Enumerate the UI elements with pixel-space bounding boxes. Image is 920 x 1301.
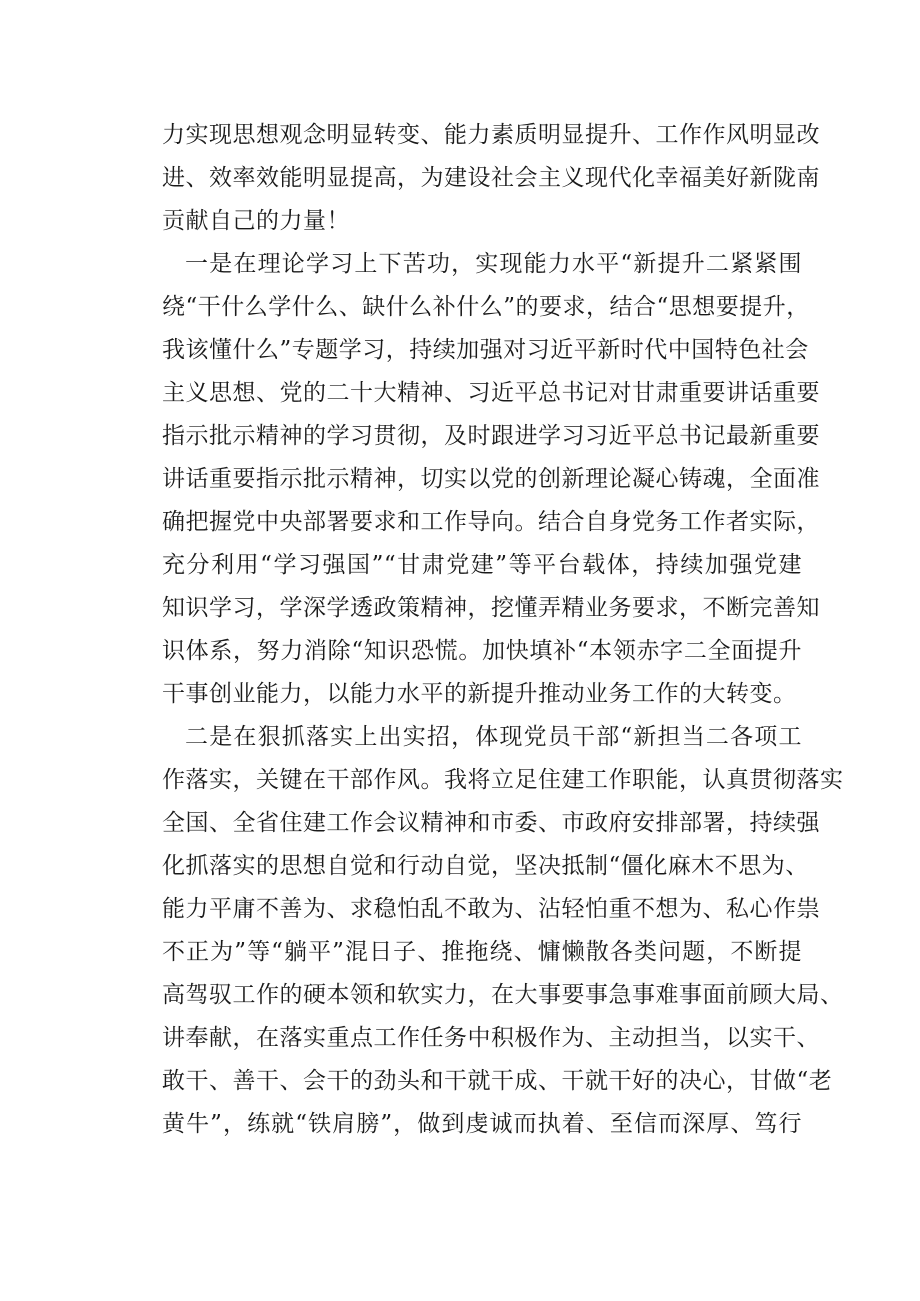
paragraph-line: 确把握党中央部署要求和工作导向。结合自身党务工作者实际， — [162, 509, 820, 535]
paragraph-line: 指示批示精神的学习贯彻，及时跟进学习习近平总书记最新重要 — [162, 423, 820, 449]
paragraph-line: 识体系，努力消除“知识恐慌。加快填补“本领赤字二全面提升 — [162, 638, 802, 664]
paragraph-line: 敢干、善干、会干的劲头和干就干成、干就干好的决心，甘做“老 — [162, 1068, 833, 1094]
paragraph-line: 讲奉献，在落实重点工作任务中积极作为、主动担当，以实干、 — [162, 1025, 820, 1051]
paragraph-line: 知识学习，学深学透政策精神，挖懂弄精业务要求，不断完善知 — [162, 595, 820, 621]
paragraph-line: 绕“干什么学什么、缺什么补什么”的要求，结合“思想要提升， — [162, 294, 810, 320]
paragraph-line: 贡献自己的力量！ — [162, 208, 350, 234]
paragraph-line: 高驾驭工作的硬本领和软实力，在大事要事急事难事面前顾大局、 — [162, 982, 844, 1008]
paragraph-line: 充分利用“学习强国”“甘肃党建”等平台载体，持续加强党建 — [162, 552, 802, 578]
paragraph-line: 全国、全省住建工作会议精神和市委、市政府安排部署，持续强 — [162, 810, 820, 836]
paragraph-line: 讲话重要指示批示精神，切实以党的创新理论凝心铸魂，全面准 — [162, 466, 820, 492]
paragraph-line: 进、效率效能明显提高，为建设社会主义现代化幸福美好新陇南 — [162, 165, 820, 191]
paragraph-line: 黄牛”，练就“铁肩膀”，做到虔诚而执着、至信而深厚、笃行 — [162, 1111, 802, 1137]
paragraph-line: 主义思想、党的二十大精神、习近平总书记对甘肃重要讲话重要 — [162, 380, 820, 406]
paragraph-line: 力实现思想观念明显转变、能力素质明显提升、工作作风明显改 — [162, 122, 820, 148]
paragraph-line: 我该懂什么”专题学习，持续加强对习近平新时代中国特色社会 — [162, 337, 809, 363]
paragraph-line: 二是在狠抓落实上出实招，体现党员干部“新担当二各项工 — [185, 724, 802, 750]
paragraph-line: 化抓落实的思想自觉和行动自觉，坚决抵制“僵化麻木不思为、 — [162, 853, 809, 879]
paragraph-line: 不正为”等“躺平”混日子、推拖绕、慵懒散各类问题，不断提 — [162, 939, 802, 965]
paragraph-line: 一是在理论学习上下苦功，实现能力水平“新提升二紧紧围 — [185, 251, 802, 277]
paragraph-line: 干事创业能力，以能力水平的新提升推动业务工作的大转变。 — [162, 681, 797, 707]
paragraph-line: 作落实，关键在干部作风。我将立足住建工作职能，认真贯彻落实 — [162, 767, 844, 793]
paragraph-line: 能力平庸不善为、求稳怕乱不敢为、沾轻怕重不想为、私心作祟 — [162, 896, 820, 922]
